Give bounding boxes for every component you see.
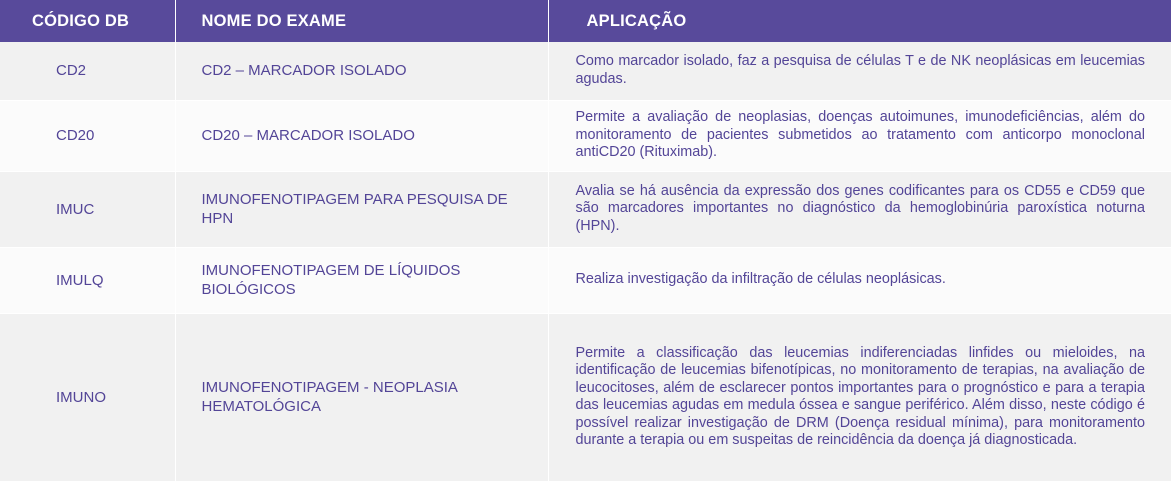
table-row (0, 247, 1171, 313)
cell-application: Permite a avaliação de neoplasias, doenças autoimunes, imunodeficiências, além do monitoramento de pacientes submetidos ao tratamento com anticorpo monoclonal antiCD20 (Rituximab). (548, 100, 1171, 171)
cell-code: IMUC (0, 171, 175, 247)
cell-code: CD2 (0, 42, 175, 100)
cell-application: Realiza investigação da infiltração de células neoplásicas. (548, 247, 1171, 313)
cell-code: CD20 (0, 100, 175, 171)
header-application: APLICAÇÃO (548, 0, 1171, 42)
table-header (0, 0, 1171, 42)
table-row (0, 313, 1171, 481)
cell-name: IMUNOFENOTIPAGEM - NEOPLASIA HEMATOLÓGICA (175, 313, 548, 481)
cell-name: IMUNOFENOTIPAGEM PARA PESQUISA DE HPN (175, 171, 548, 247)
cell-name: CD20 – MARCADOR ISOLADO (175, 100, 548, 171)
cell-name: CD2 – MARCADOR ISOLADO (175, 42, 548, 100)
cell-code: IMUNO (0, 313, 175, 481)
table-row (0, 42, 1171, 100)
table-row (0, 171, 1171, 247)
cell-application: Avalia se há ausência da expressão dos genes codificantes para os CD55 e CD59 que são marcadores importantes no diagnóstico da hemoglobinúria paroxística noturna (HPN). (548, 171, 1171, 247)
cell-application: Permite a classificação das leucemias indiferenciadas linfides ou mieloides, na identificação de leucemias bifenotípicas, no monitoramento de terapias, na avaliação de leucocitoses, além de esclarecer pontos importantes para o prognóstico e para a terapia das leucemias agudas em medula óssea e sangue periférico. Além disso, neste código é possível realizar investigação de DRM (Doença residual mínima), para monitoramento durante a terapia ou em suspeitas de reincidência da doença já diagnosticada. (548, 313, 1171, 481)
cell-application: Como marcador isolado, faz a pesquisa de células T e de NK neoplásicas em leucemias agudas. (548, 42, 1171, 100)
table-body (0, 42, 1171, 481)
header-code: CÓDIGO DB (0, 0, 175, 42)
header-row (0, 0, 1171, 42)
cell-code: IMULQ (0, 247, 175, 313)
header-name: NOME DO EXAME (175, 0, 548, 42)
cell-name: IMUNOFENOTIPAGEM DE LÍQUIDOS BIOLÓGICOS (175, 247, 548, 313)
table-row (0, 100, 1171, 171)
